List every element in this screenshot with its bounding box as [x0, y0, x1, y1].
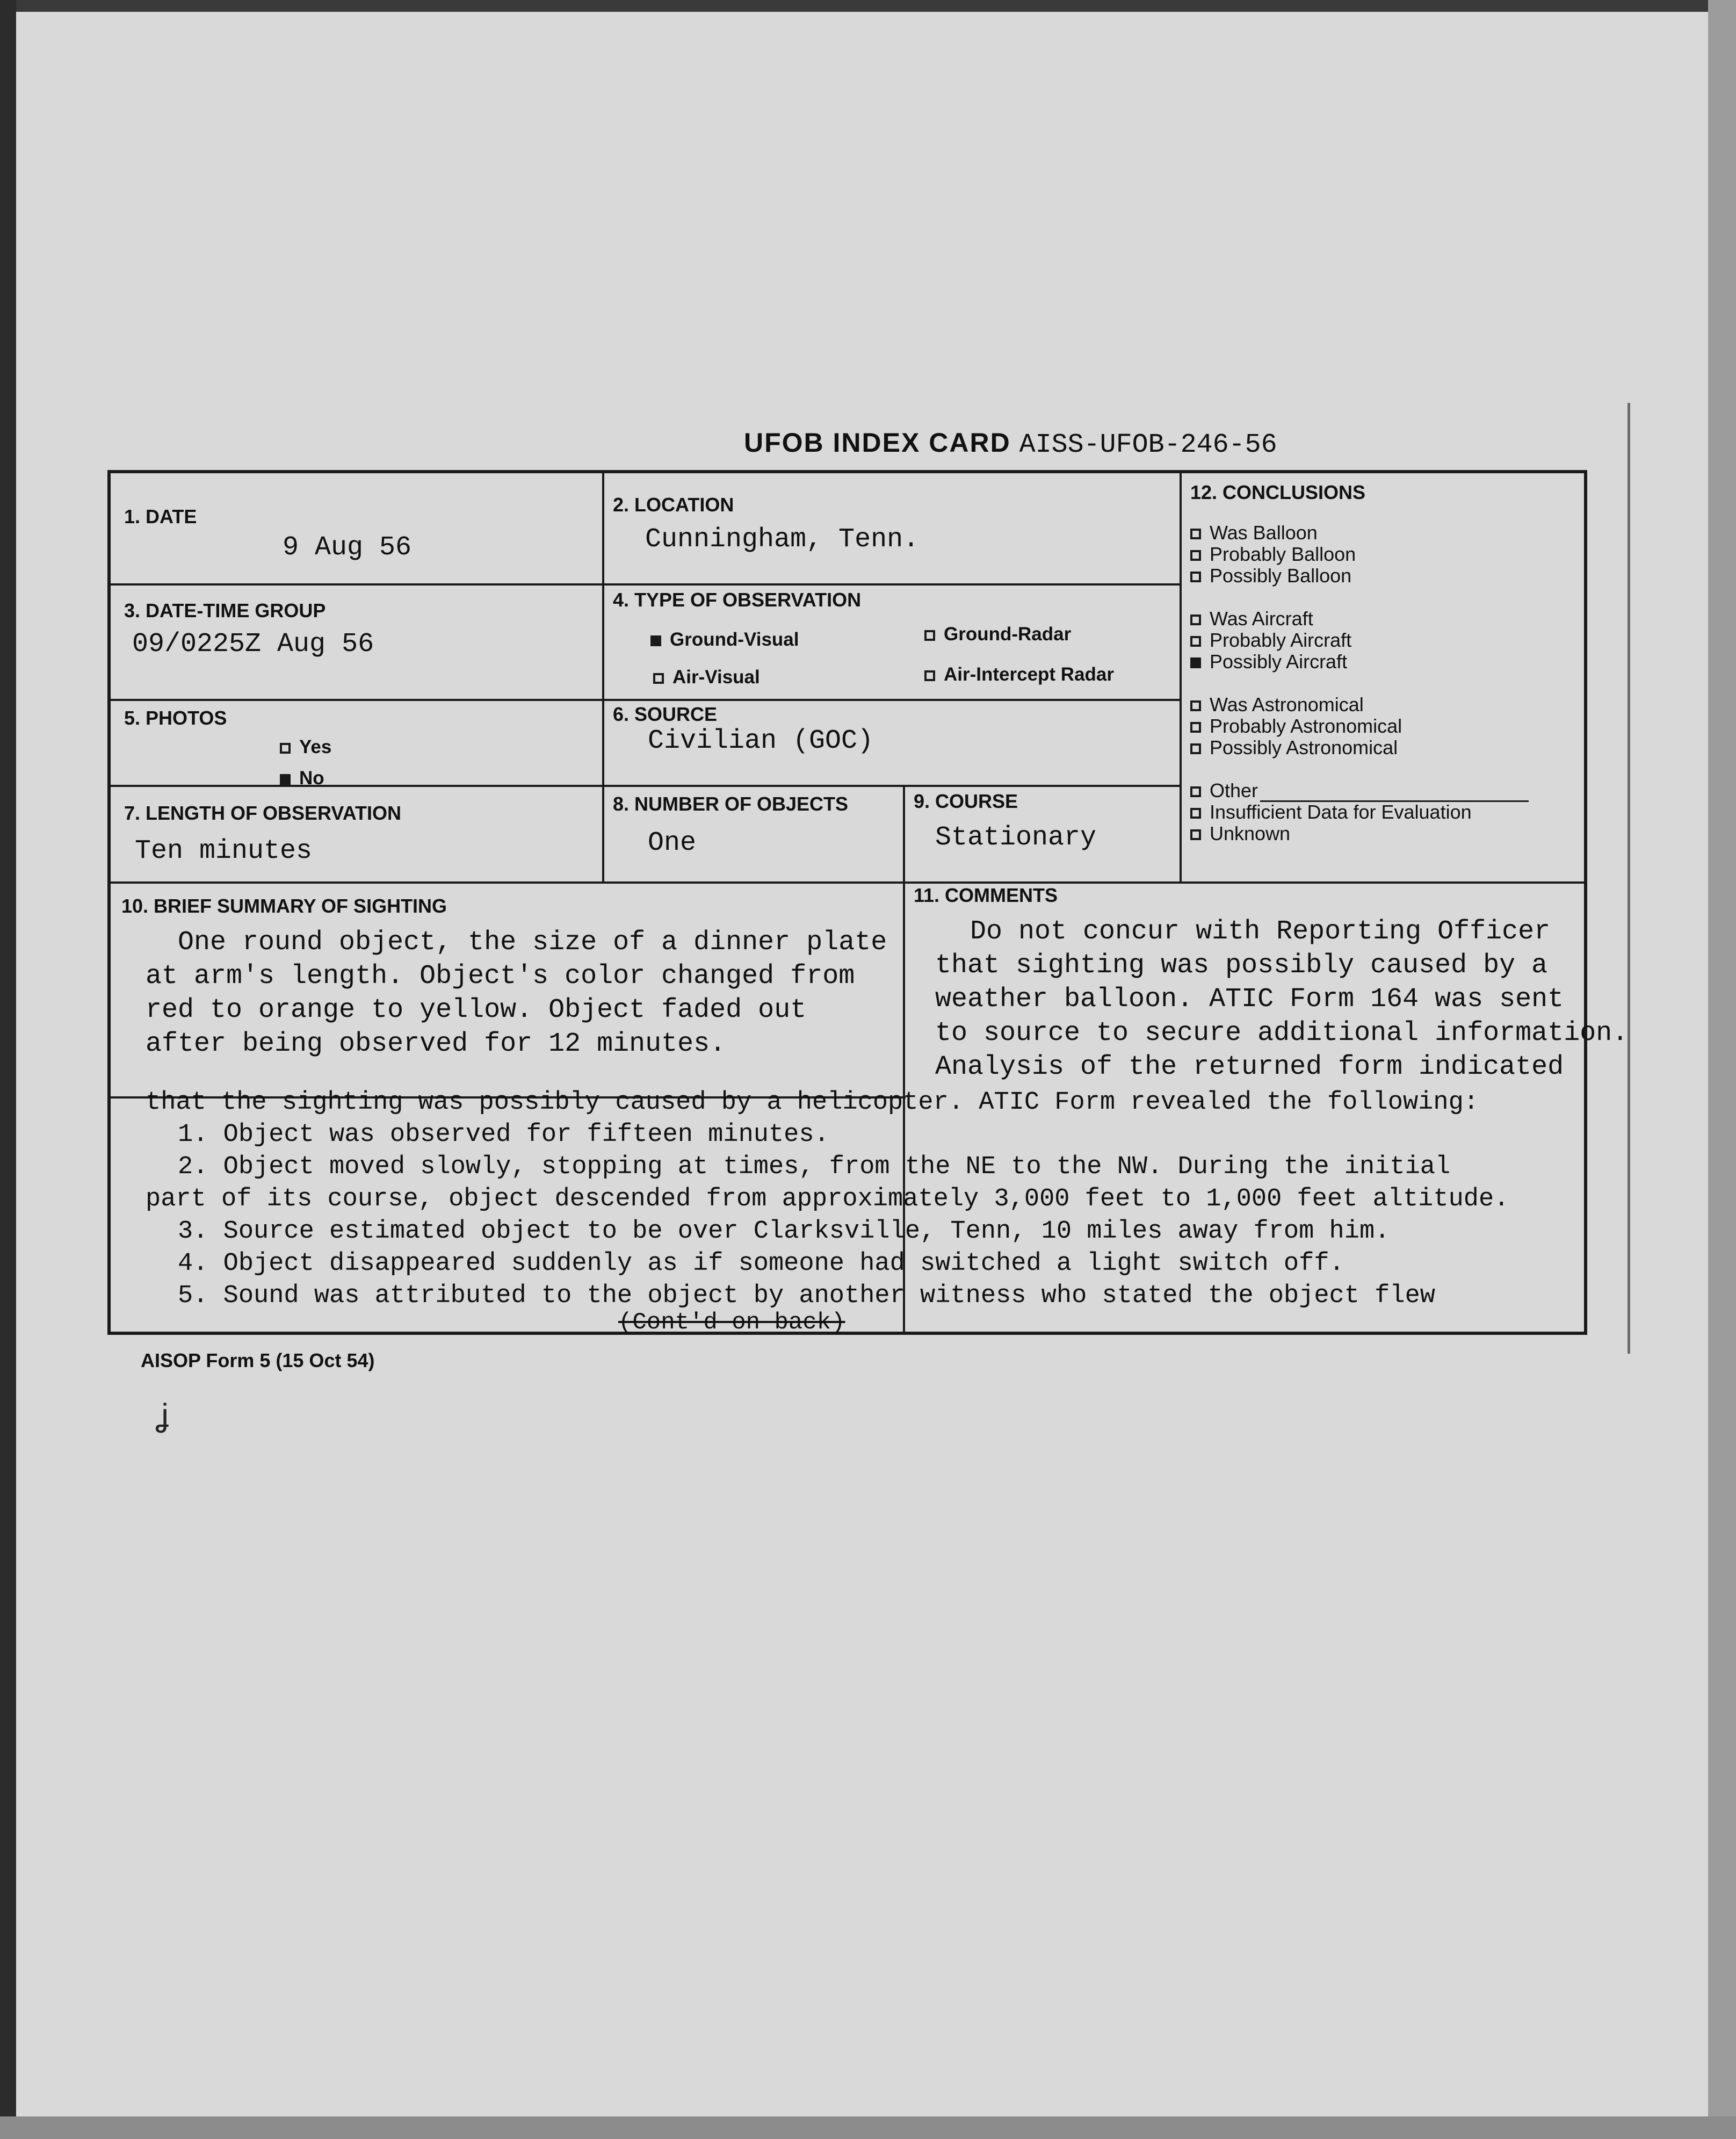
film-edge-top: [0, 0, 1736, 12]
conclusion-item: Possibly Astronomical: [1190, 736, 1398, 759]
form-id: AISOP Form 5 (15 Oct 54): [141, 1349, 375, 1371]
continued-note: (Cont'd on back): [618, 1309, 845, 1336]
conclusion-item: Was Aircraft: [1190, 608, 1313, 630]
dtg-label: 3. DATE-TIME GROUP: [124, 599, 326, 622]
number-objects-label: 8. NUMBER OF OBJECTS: [613, 793, 849, 815]
checkbox-icon: [1190, 700, 1201, 711]
checkbox-icon: [1190, 636, 1201, 647]
option-photos-yes: Yes: [280, 736, 331, 758]
continuation-line: 2. Object moved slowly, stopping at times, from the NE to the NW. During the initial: [178, 1153, 1451, 1181]
card-number: AISS-UFOB-246-56: [1019, 430, 1277, 460]
date-label: 1. DATE: [124, 505, 197, 527]
conclusions-label: 12. CONCLUSIONS: [1190, 481, 1366, 503]
checkbox-icon: [1190, 572, 1201, 582]
course-label: 9. COURSE: [914, 790, 1018, 812]
divider: [111, 583, 1180, 586]
divider: [111, 881, 1587, 884]
checkbox-icon: [1190, 722, 1201, 733]
photos-label: 5. PHOTOS: [124, 707, 227, 729]
index-card: [107, 470, 1629, 1336]
checkbox-icon: [1190, 808, 1201, 819]
continuation-line: part of its course, object descended from approximately 3,000 feet to 1,000 feet altitude.: [146, 1185, 1509, 1213]
checkbox-icon: [650, 635, 661, 646]
pen-mark: ʝ: [156, 1397, 169, 1433]
checkbox-icon: [1190, 743, 1201, 754]
option-photos-no: No: [280, 768, 324, 789]
divider: [602, 473, 604, 881]
comments-line: that sighting was possibly caused by a: [935, 950, 1548, 981]
option-air-visual: Air-Visual: [653, 667, 760, 688]
film-edge-left: [0, 0, 16, 2139]
continuation-line: 5. Sound was attributed to the object by another witness who stated the object flew: [178, 1282, 1435, 1310]
comments-line: Do not concur with Reporting Officer: [970, 916, 1551, 947]
conclusion-item: Probably Balloon: [1190, 543, 1356, 566]
location-value: Cunningham, Tenn.: [645, 524, 920, 555]
summary-line: One round object, the size of a dinner plate: [178, 927, 887, 958]
checkbox-icon: [1190, 529, 1201, 539]
divider: [111, 699, 1180, 701]
comments-label: 11. COMMENTS: [914, 884, 1058, 906]
card-title: [744, 427, 1277, 460]
checkbox-icon: [1190, 615, 1201, 625]
conclusion-item: Insufficient Data for Evaluation: [1190, 801, 1472, 823]
comments-line: Analysis of the returned form indicated: [935, 1052, 1564, 1082]
number-objects-value: One: [648, 828, 697, 858]
checkbox-icon: [1190, 550, 1201, 561]
checkbox-icon: [924, 630, 935, 641]
continuation-line: 3. Source estimated object to be over Clarksville, Tenn, 10 miles away from him.: [178, 1217, 1390, 1246]
conclusion-item: Was Astronomical: [1190, 693, 1364, 716]
summary-line: red to orange to yellow. Object faded out: [146, 995, 807, 1025]
course-value: Stationary: [935, 822, 1097, 853]
option-ground-radar: Ground-Radar: [924, 624, 1071, 645]
checkbox-icon: [1190, 829, 1201, 840]
comments-line: to source to secure additional information.: [935, 1018, 1629, 1049]
length-label: 7. LENGTH OF OBSERVATION: [124, 802, 402, 824]
card-title-text: UFOB INDEX CARD: [744, 428, 1011, 458]
checkbox-icon: [1190, 786, 1201, 797]
checkbox-icon: [280, 743, 291, 754]
option-air-intercept-radar: Air-Intercept Radar: [924, 664, 1114, 685]
conclusion-item: Probably Astronomical: [1190, 715, 1402, 738]
option-ground-visual: Ground-Visual: [650, 629, 799, 651]
conclusion-item: Probably Aircraft: [1190, 629, 1351, 652]
summary-label: 10. BRIEF SUMMARY OF SIGHTING: [121, 895, 447, 917]
length-value: Ten minutes: [135, 836, 313, 866]
location-label: 2. LOCATION: [613, 494, 734, 516]
film-edge-bottom: [0, 2116, 1736, 2139]
divider: [111, 785, 1180, 787]
continuation-line: 1. Object was observed for fifteen minutes.: [178, 1121, 829, 1149]
conclusion-item: Was Balloon: [1190, 522, 1318, 544]
checkbox-icon: [924, 670, 935, 681]
page-crease: [1628, 403, 1630, 1354]
film-edge-right: [1708, 0, 1736, 2139]
continuation-line: 4. Object disappeared suddenly as if someone had switched a light switch off.: [178, 1249, 1344, 1278]
checkbox-icon: [280, 774, 291, 785]
conclusion-item-selected: Possibly Aircraft: [1190, 651, 1347, 673]
conclusion-item: Unknown: [1190, 822, 1290, 845]
dtg-value: 09/0225Z Aug 56: [132, 629, 374, 660]
source-label: 6. SOURCE: [613, 703, 718, 725]
observation-type-label: 4. TYPE OF OBSERVATION: [613, 589, 862, 611]
continuation-line: that the sighting was possibly caused by a helicopter. ATIC Form revealed the following:: [146, 1088, 1479, 1117]
summary-line: after being observed for 12 minutes.: [146, 1029, 726, 1059]
summary-line: at arm's length. Object's color changed from: [146, 961, 855, 992]
date-value: 9 Aug 56: [283, 532, 412, 563]
conclusion-item: Possibly Balloon: [1190, 565, 1351, 587]
checkbox-icon: [1190, 657, 1201, 668]
checkbox-icon: [653, 673, 664, 684]
comments-line: weather balloon. ATIC Form 164 was sent: [935, 984, 1564, 1015]
divider: [1180, 473, 1182, 881]
conclusion-item: Other: [1190, 779, 1529, 802]
source-value: Civilian (GOC): [648, 726, 874, 756]
